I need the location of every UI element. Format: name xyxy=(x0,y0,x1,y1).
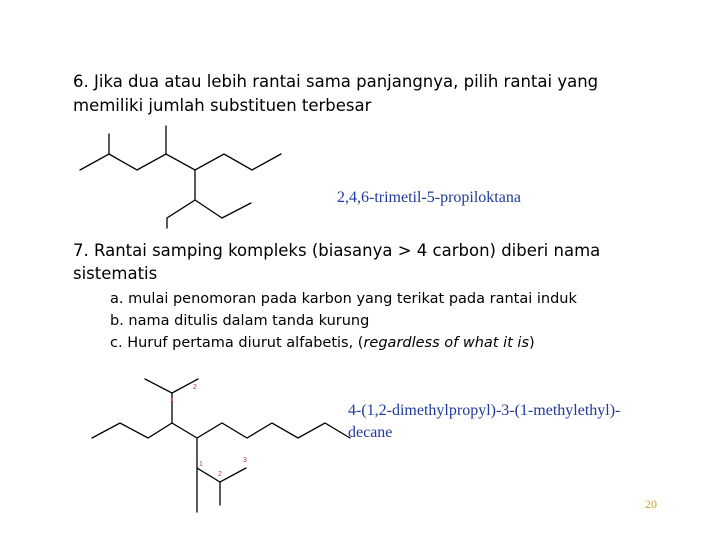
structure-1-propyl-branch xyxy=(167,170,195,228)
page-number: 20 xyxy=(645,497,657,511)
rule-7-point-c-suffix: ) xyxy=(529,335,535,351)
rule-7-line-2: sistematis xyxy=(73,264,158,283)
structure-2-skeletal-formula xyxy=(92,379,350,512)
example-2-name-line-2: decane xyxy=(348,424,393,441)
locant-lower-1: 1 xyxy=(199,461,203,468)
locant-upper-1: 1 xyxy=(170,397,174,404)
structure-1-skeletal-formula xyxy=(80,126,281,228)
structure-2-main-chain xyxy=(92,423,350,438)
rule-7-point-c-italic: regardless of what it is xyxy=(363,335,529,351)
example-1-name: 2,4,6-trimetil-5-propiloktana xyxy=(337,189,521,206)
structure-2-upper-branch xyxy=(145,379,172,423)
rule-6-line-2: memiliki jumlah substituen terbesar xyxy=(73,96,372,115)
rule-7-point-c xyxy=(110,333,535,353)
locant-lower-3: 3 xyxy=(243,457,247,464)
example-2-name-line-1: 4-(1,2-dimethylpropyl)-3-(1-methylethyl)- xyxy=(348,402,621,419)
structure-1-main-chain xyxy=(80,154,281,170)
rule-7-point-b: b. nama ditulis dalam tanda kurung xyxy=(110,313,370,329)
locant-lower-2: 2 xyxy=(218,471,222,478)
structure-1-propyl-end xyxy=(222,203,251,218)
rule-7-point-a: a. mulai penomoran pada karbon yang terikat pada rantai induk xyxy=(110,291,577,307)
locant-upper-2: 2 xyxy=(193,384,197,391)
rule-6-line-1: 6. Jika dua atau lebih rantai sama panjangnya, pilih rantai yang xyxy=(73,72,599,91)
structure-1-methyl-c6 xyxy=(195,200,222,218)
rule-7-line-1: 7. Rantai samping kompleks (biasanya > 4 carbon) diberi nama xyxy=(73,241,601,260)
rule-7-point-c-prefix: c. Huruf pertama diurut alfabetis, ( xyxy=(110,335,364,351)
